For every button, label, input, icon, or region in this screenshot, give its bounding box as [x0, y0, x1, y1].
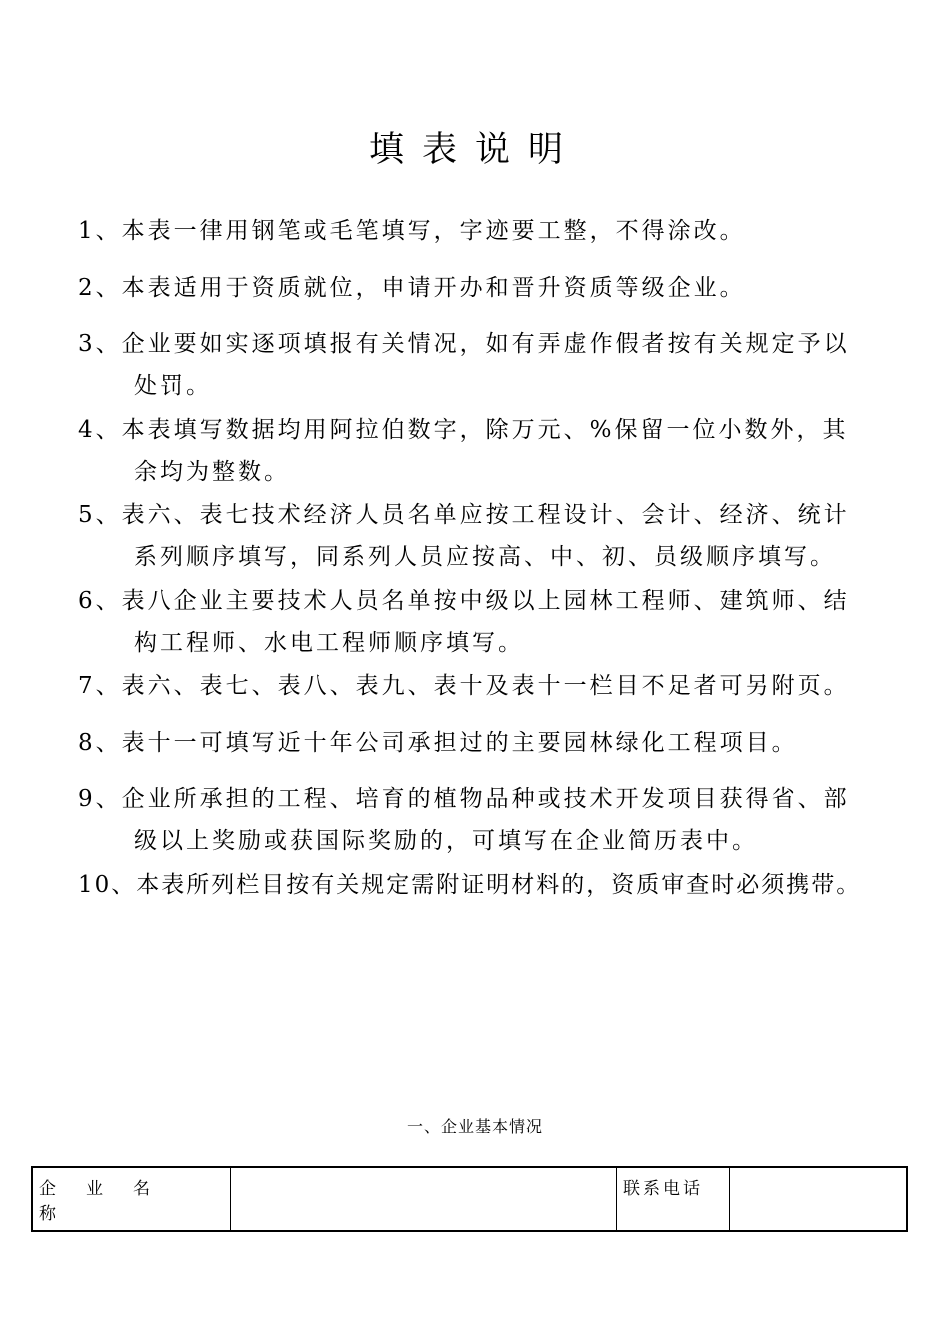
item-number: 2、 — [78, 275, 122, 301]
instruction-item-4 — [78, 409, 849, 493]
item-text: 表六、表七、表八、表九、表十及表十一栏目不足者可另附页。 — [121, 673, 850, 699]
instruction-item-3 — [78, 323, 850, 407]
item-continuation: 系列顺序填写，同系列人员应按高、中、初、员级顺序填写。 — [134, 544, 836, 570]
instruction-item-1 — [78, 210, 746, 252]
table-row — [32, 1167, 907, 1231]
instruction-item-5 — [78, 494, 850, 578]
item-text: 本表适用于资质就位，申请开办和晋升资质等级企业。 — [121, 275, 746, 301]
item-number: 5、 — [78, 502, 122, 528]
instruction-item-7 — [78, 665, 850, 707]
item-continuation: 处罚。 — [134, 373, 212, 399]
item-text: 本表填写数据均用阿拉伯数字，除万元、%保留一位小数外，其 — [121, 417, 849, 443]
item-text: 本表一律用钢笔或毛笔填写，字迹要工整，不得涂改。 — [121, 218, 746, 244]
item-text: 本表所列栏目按有关规定需附证明材料的，资质审查时必须携带。 — [136, 872, 862, 898]
item-continuation: 构工程师、水电工程师顺序填写。 — [134, 630, 524, 656]
instruction-item-10 — [78, 864, 861, 906]
item-text: 表十一可填写近十年公司承担过的主要园林绿化工程项目。 — [121, 730, 798, 756]
item-continuation: 级以上奖励或获国际奖励的，可填写在企业简历表中。 — [134, 828, 758, 854]
item-number: 1、 — [78, 218, 122, 244]
item-number: 3、 — [78, 331, 122, 357]
section-title: 一、企业基本情况 — [406, 1117, 543, 1136]
instruction-item-6 — [78, 580, 850, 664]
item-text: 企业要如实逐项填报有关情况，如有弄虚作假者按有关规定予以 — [121, 331, 850, 357]
phone-label: 联系电话 — [617, 1167, 730, 1231]
instruction-item-8 — [78, 722, 798, 764]
item-number: 6、 — [78, 588, 122, 614]
item-number: 4、 — [78, 417, 122, 443]
item-text: 企业所承担的工程、培育的植物品种或技术开发项目获得省、部 — [121, 786, 850, 812]
item-number: 8、 — [78, 730, 122, 756]
phone-field[interactable] — [730, 1167, 908, 1231]
company-name-label: 企业名称 — [32, 1167, 231, 1231]
company-name-field[interactable] — [231, 1167, 617, 1231]
instruction-item-9 — [78, 778, 850, 862]
item-text: 表八企业主要技术人员名单按中级以上园林工程师、建筑师、结 — [121, 588, 850, 614]
item-text: 表六、表七技术经济人员名单应按工程设计、会计、经济、统计 — [121, 502, 850, 528]
item-number: 7、 — [78, 673, 122, 699]
page-title: 填表说明 — [368, 130, 581, 170]
company-info-table — [31, 1166, 908, 1232]
item-continuation: 余均为整数。 — [134, 459, 290, 485]
item-number: 10、 — [78, 872, 137, 898]
instruction-item-2 — [78, 267, 746, 309]
item-number: 9、 — [78, 786, 122, 812]
